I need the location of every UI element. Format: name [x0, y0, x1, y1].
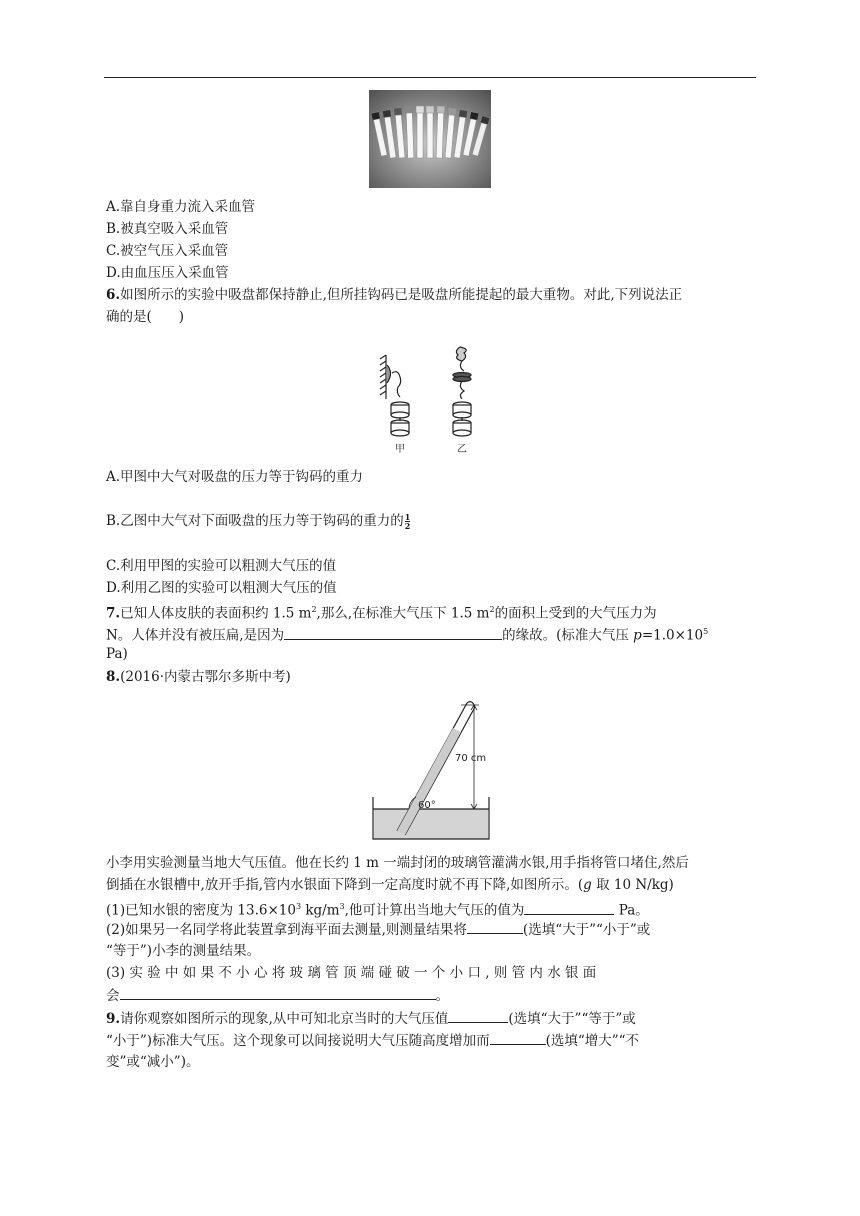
q7-number: 7. — [106, 605, 121, 622]
blood-collection-tubes-photo — [369, 90, 491, 188]
q7-line3: Pa) — [106, 646, 128, 662]
q8-para-line2: 倒插在水银槽中,放开手指,管内水银面下降到一定高度时就不再下降,如图所示。(g 取 10 N/kg) — [106, 877, 674, 893]
q7-answer-blank[interactable] — [284, 625, 502, 640]
q7-line2: N。人体并没有被压扁,是因为 的缘故。(标准大气压 $p=1.0\times 10^5$ — [106, 622, 708, 646]
fraction-half: $\frac{1}{2}$ — [404, 512, 411, 531]
q5-option-c: C.被空气压入采血管 — [106, 243, 229, 259]
q5-option-a: A.靠自身重力流入采血管 — [106, 199, 256, 215]
q6-stem-line2: 确的是( ) — [106, 309, 185, 325]
q8-sub3-line2: 会 。 — [106, 985, 449, 1006]
q6-stem-line1: 6.如图所示的实验中吸盘都保持静止,但所挂钩码已是吸盘所能提起的最大重物。对此,下列说法正 — [106, 287, 683, 303]
q6-option-c: C.利用甲图的实验可以粗测大气压的值 — [106, 558, 337, 574]
torricelli-tube-figure — [371, 697, 491, 841]
q5-option-d: D.由血压压入采血管 — [106, 265, 229, 281]
fig-angle-label: 60° — [418, 800, 436, 811]
q9-line2: “小于”)标准大气压。这个现象可以间接说明大气压随高度增加而 (选填“增大”“不 — [106, 1030, 639, 1051]
q8-number: 8. — [106, 669, 121, 685]
q6-option-d: D.利用乙图的实验可以粗测大气压的值 — [106, 580, 337, 596]
header-rule — [104, 77, 756, 78]
q5-option-b: B.被真空吸入采血管 — [106, 221, 229, 237]
q9-blank-1[interactable] — [448, 1008, 508, 1023]
q8-sub3-blank[interactable] — [120, 985, 436, 1000]
fig-height-label: 70 cm — [455, 753, 487, 764]
q8-sub3-line1: (3) 实 验 中 如 果 不 小 心 将 玻 璃 管 顶 端 碰 破 一 个 小 口 , 则 管 内 水 银 面 — [106, 965, 597, 981]
q9-line3: 变”或“减小”)。 — [106, 1054, 200, 1070]
q9-number: 9. — [106, 1011, 121, 1027]
q6-option-b: B.乙图中大气对下面吸盘的压力等于钩码的重力的 $\frac{1}{2}$ — [106, 512, 411, 531]
suction-cup-figure — [378, 343, 490, 455]
q8-sub2-blank[interactable] — [467, 919, 523, 934]
q8-para-line1: 小李用实验测量当地大气压值。他在长约 1 m 一端封闭的玻璃管灌满水银,用手指将管口堵住,然后 — [106, 855, 689, 871]
q6-number: 6. — [106, 287, 121, 303]
fig-label-jia: 甲 — [395, 444, 405, 455]
q7-line1: 7.已知人体皮肤的表面积约 1.5 $m^2$,那么,在标准大气压下 1.5 $m^2$的面积上受到的大气压力为 — [106, 605, 657, 622]
q8-sub1: (1)已知水银的密度为 $13.6\times 10^3$ $kg/m^3$,他可计算出当地大气压的值为 Pa。 — [106, 897, 649, 921]
q8-source: 8.(2016·内蒙古鄂尔多斯中考) — [106, 669, 291, 685]
q9-line1: 9.请你观察如图所示的现象,从中可知北京当时的大气压值 (选填“大于”“等于”或 — [106, 1008, 636, 1029]
q8-sub1-blank[interactable] — [524, 900, 614, 915]
q6-option-a: A.甲图中大气对吸盘的压力等于钩码的重力 — [106, 469, 364, 485]
q8-sub2-line2: “等于”)小李的测量结果。 — [106, 943, 261, 959]
fig-label-yi: 乙 — [457, 444, 467, 455]
q8-sub2-line1: (2)如果另一名同学将此装置拿到海平面去测量,则测量结果将 (选填“大于”“小于”或 — [106, 919, 650, 940]
q9-blank-2[interactable] — [490, 1030, 546, 1045]
